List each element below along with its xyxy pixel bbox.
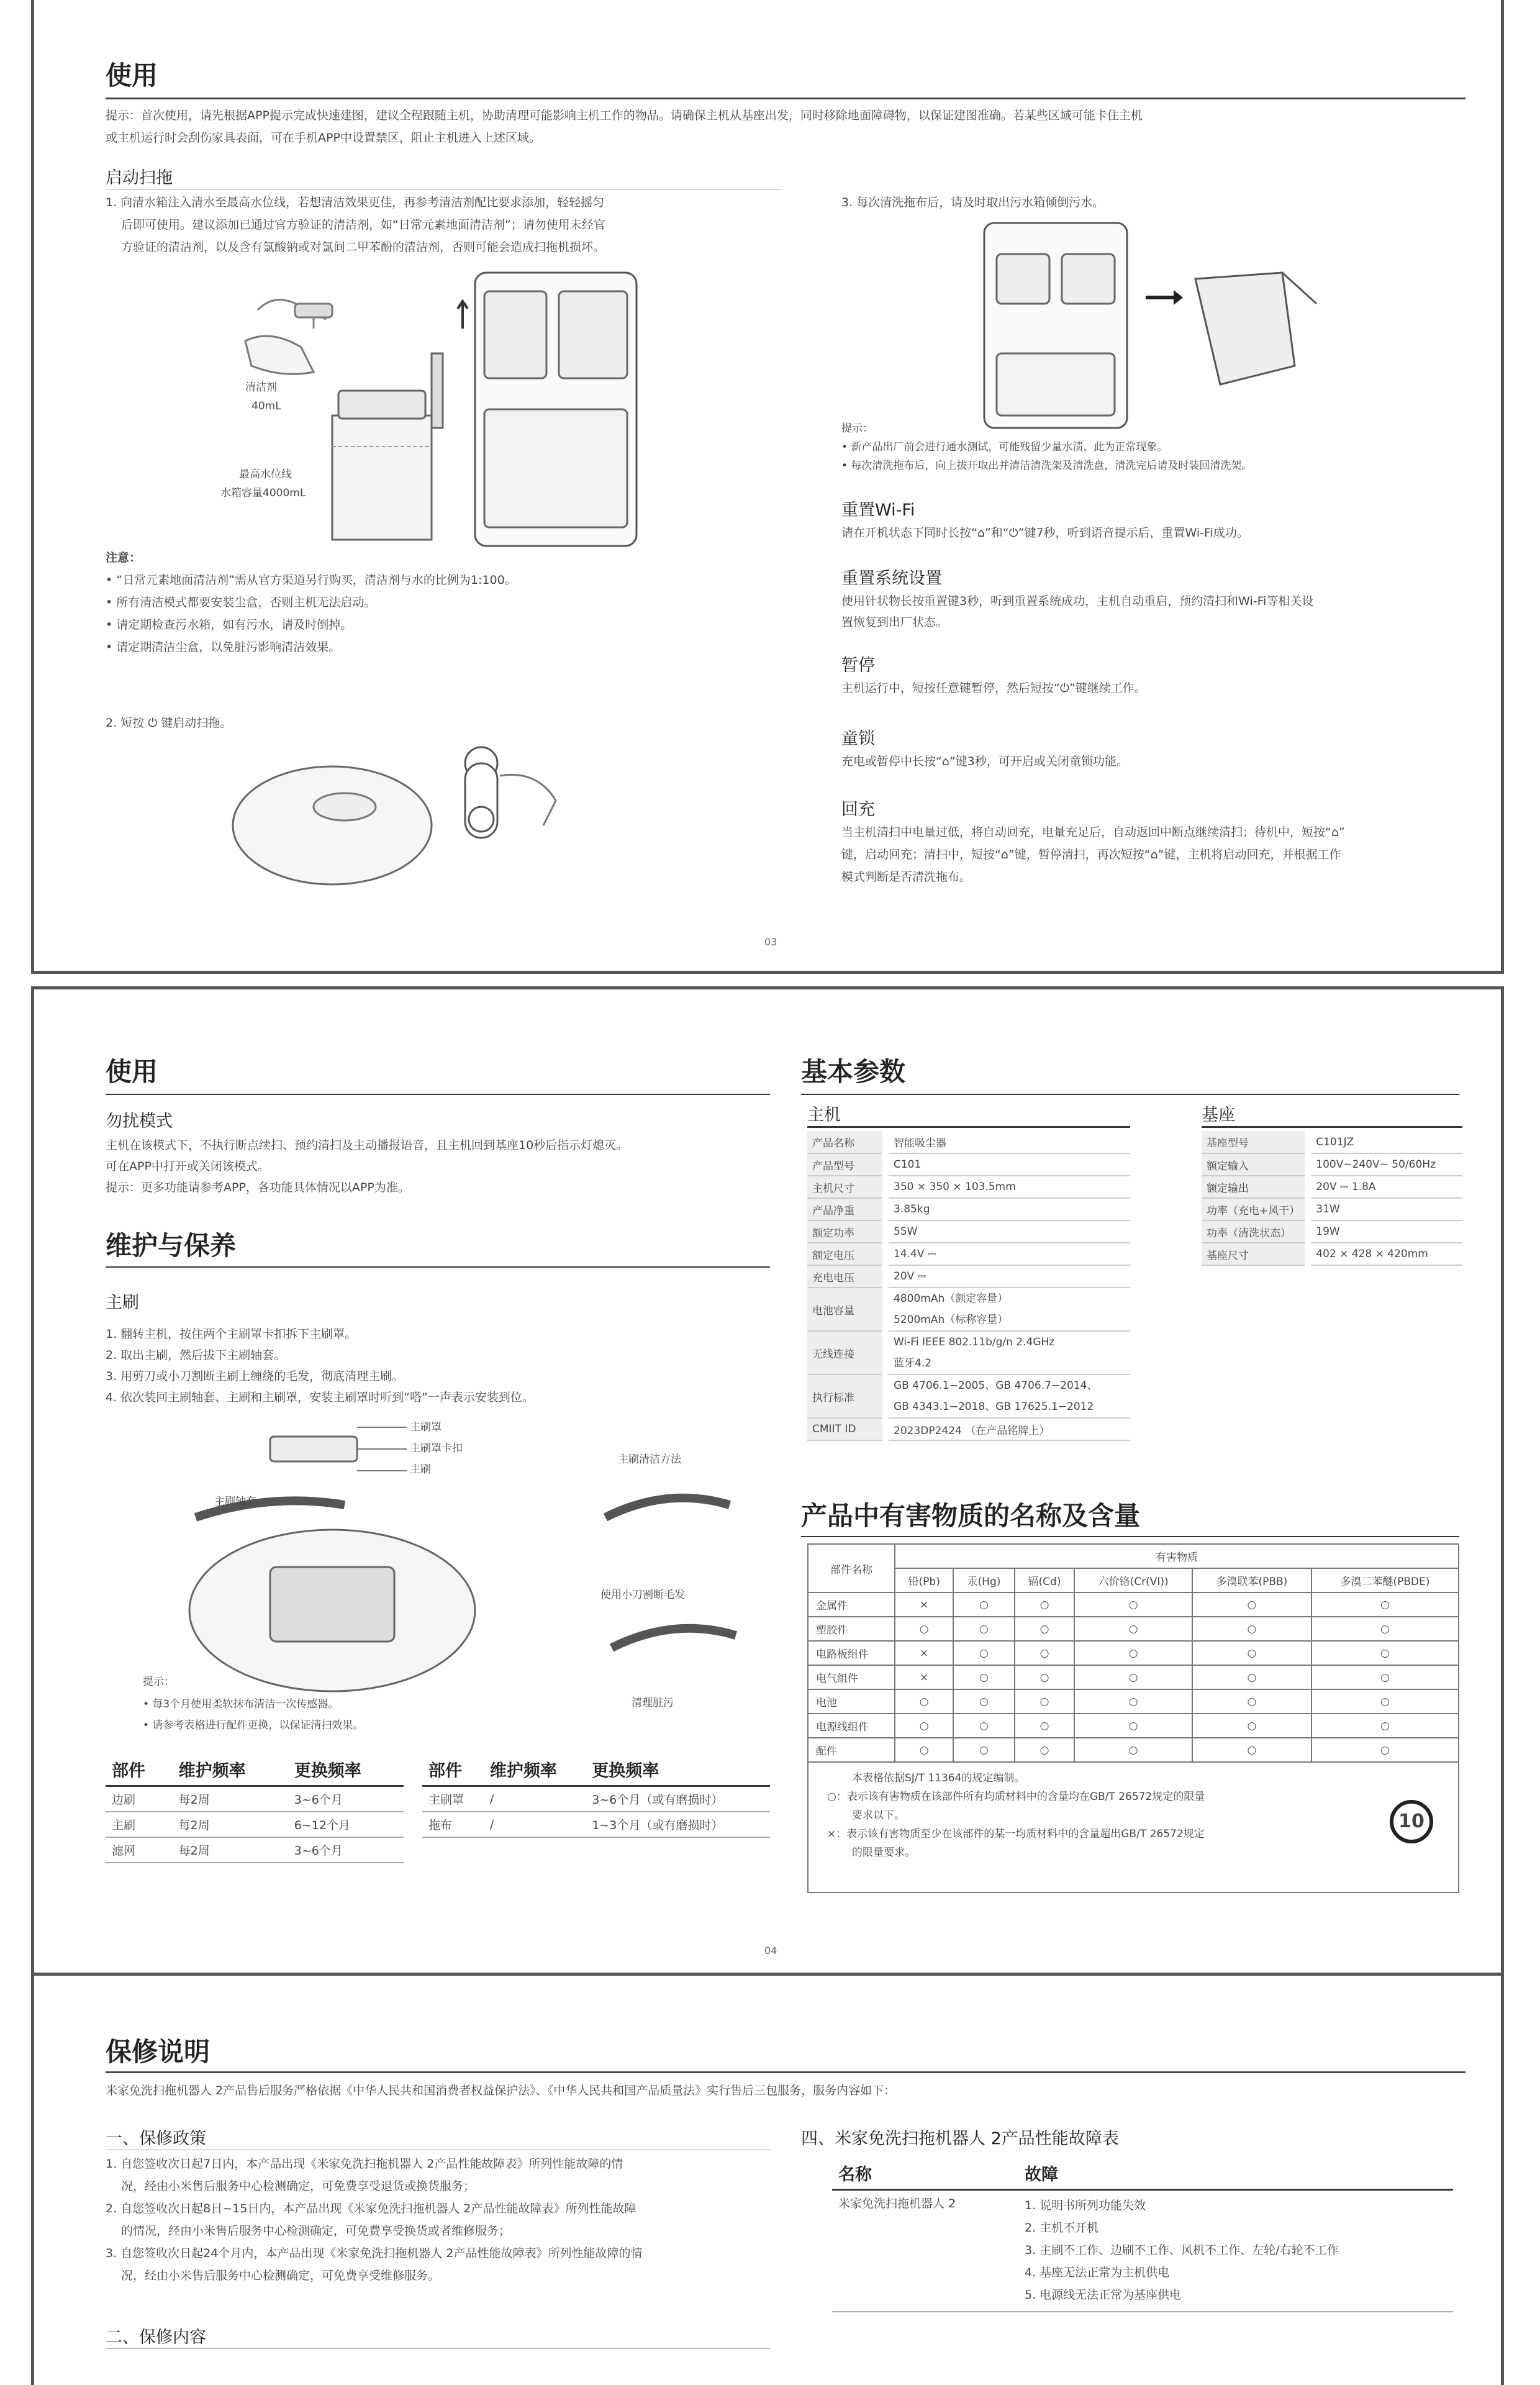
table-row: 塑胶件 ○ ○ ○ ○ ○ ○ [808, 1617, 1459, 1641]
table-row: 无线连接 Wi-Fi IEEE 802.11b/g/n 2.4GHz 蓝牙4.2 [807, 1331, 1130, 1374]
child-lock-heading: 童锁 [841, 729, 875, 748]
reset-wifi-heading: 重置Wi-Fi [841, 501, 915, 520]
dnd-line1: 主机在该模式下，不执行断点续扫、预约清扫及主动播报语音，且主机回到基座10秒后指示灯熄灭。 [106, 1138, 628, 1152]
child-lock-text: 充电或暂停中长按“⌂”键3秒，可开启或关闭童锁功能。 [841, 755, 1128, 768]
label-brush-cover: 主刷罩 [410, 1421, 442, 1433]
page-number: 03 [764, 936, 777, 948]
label-cut-hair: 使用小刀割断毛发 [600, 1589, 685, 1601]
fault-1: 1. 说明书所列功能失效 [1025, 2199, 1146, 2212]
maint-tip-heading: 提示： [143, 1676, 174, 1688]
table-row: 滤网 每2周 3~6个月 [106, 1837, 404, 1863]
dnd-line3: 提示：更多功能请参考APP，各功能具体情况以APP为准。 [106, 1181, 410, 1194]
fault-table-heading: 四、米家免洗扫拖机器人 2产品性能故障表 [801, 2129, 1119, 2148]
policy-line3: 2. 自您签收次日起8日~15日内，本产品出现《米家免洗扫拖机器人 2产品性能故障表》所列性能故障 [106, 2202, 636, 2215]
policy-heading: 一、保修政策 [106, 2129, 206, 2148]
note-1: • “日常元素地面清洁剂”需从官方渠道另行购买，清洁剂与水的比例为1:100。 [106, 573, 517, 587]
step3-text: 3. 每次清洗拖布后，请及时取出污水箱倾倒污水。 [841, 196, 1105, 209]
page-title: 使用 [106, 60, 158, 91]
reset-system-line1: 使用针状物长按重置键3秒，听到重置系统成功，主机自动重启，预约清扫和Wi-Fi等相关设 [841, 594, 1314, 608]
epup-logo: 10 [1390, 1800, 1433, 1843]
pause-text: 主机运行中，短按任意键暂停，然后短按“⏻”键继续工作。 [841, 681, 1146, 695]
note-3: • 请定期检查污水箱，如有污水，请及时倒掉。 [106, 618, 353, 632]
base-heading: 基座 [1202, 1106, 1235, 1125]
table-row: 电路板组件 × ○ ○ ○ ○ ○ [808, 1641, 1459, 1665]
hz-note-5: 的限量要求。 [852, 1847, 915, 1859]
content-heading: 二、保修内容 [106, 2328, 206, 2347]
page-number: 04 [764, 1945, 777, 1956]
warranty-intro: 米家免洗扫拖机器人 2产品售后服务严格依据《中华人民共和国消费者权益保护法》、《中华人民共和国产品质量法》实行售后三包服务，服务内容如下： [106, 2084, 896, 2097]
table-row: 基座型号 C101JZ [1202, 1131, 1462, 1153]
table-row: 电池容量 4800mAh（额定容量） 5200mAh（标称容量） [807, 1288, 1130, 1331]
label-brush-clip: 主刷罩卡扣 [410, 1442, 463, 1455]
host-heading: 主机 [807, 1106, 841, 1125]
table-row: 米家免洗扫拖机器人 2 1. 说明书所列功能失效 2. 主机不开机 3. 主刷不工作、边刷不工作、风机不工作、左轮/右轮不工作 4. 基座无法正常为主机供电 5. 电源线无法正常为基座供电 [832, 2190, 1453, 2310]
policy-line5: 3. 自您签收次日起24个月内，本产品出现《米家免洗扫拖机器人 2产品性能故障表》所列性能故障的情 [106, 2246, 643, 2260]
step1-line1: 1. 向清水箱注入清水至最高水位线，若想清洁效果更佳，再参考清洁剂配比要求添加，轻轻摇匀 [106, 196, 605, 209]
fault-3: 3. 主刷不工作、边刷不工作、风机不工作、左轮/右轮不工作 [1025, 2243, 1339, 2257]
table-row: 电源线组件 ○ ○ ○ ○ ○ ○ [808, 1714, 1459, 1738]
maintenance-table-left: 部件 维护频率 更换频率 边刷 每2周 3~6个月 主刷 每2周 6~12个月 滤网 每2周 3~6个月 [106, 1753, 404, 1863]
table-row: 边刷 每2周 3~6个月 [106, 1786, 404, 1812]
table-row: 充电电压 20V ⎓ [807, 1265, 1130, 1288]
label-detergent: 清洁剂 [245, 381, 277, 394]
table-row: 额定输入 100V~240V~ 50/60Hz [1202, 1153, 1462, 1176]
recharge-line1: 当主机清扫中电量过低，将自动回充，电量充足后，自动返回中断点继续清扫；待机中，短按“⌂” [841, 825, 1345, 839]
maint-tip-1: • 每3个月使用柔软抹布清洁一次传感器。 [143, 1698, 339, 1710]
brush-step1: 1. 翻转主机，按住两个主刷罩卡扣拆下主刷罩。 [106, 1327, 357, 1341]
label-brush: 主刷 [410, 1463, 431, 1476]
reset-system-line2: 置恢复到出厂状态。 [841, 616, 948, 629]
note-heading: 注意： [106, 551, 142, 565]
policy-line1: 1. 自您签收次日起7日内，本产品出现《米家免洗扫拖机器人 2产品性能故障表》所列性能故障的情 [106, 2157, 623, 2171]
fault-table: 名称 故障 米家免洗扫拖机器人 2 1. 说明书所列功能失效 2. 主机不开机 3. 主刷不工作、边刷不工作、风机不工作、左轮/右轮不工作 4. 基座无法正常为主机供电 5. 电源线无法正常为基座供电 [832, 2157, 1453, 2310]
dnd-line2: 可在APP中打开或关闭该模式。 [106, 1160, 270, 1173]
table-row: 配件 ○ ○ ○ ○ ○ ○ [808, 1738, 1459, 1762]
specs-title: 基本参数 [801, 1056, 906, 1087]
usage-title: 使用 [106, 1056, 158, 1087]
policy-line4: 的情况，经由小米售后服务中心检测确定，可免费享受换货或者维修服务； [121, 2224, 511, 2238]
label-cleaning-method: 主刷清洁方法 [618, 1453, 681, 1466]
recharge-line3: 模式判断是否清洗拖布。 [841, 870, 972, 884]
label-40ml: 40mL [251, 400, 281, 412]
hz-note-2: ○：表示该有害物质在该部件所有均质材料中的含量均在GB/T 26572规定的限量 [827, 1791, 1205, 1803]
table-row: 电气组件 × ○ ○ ○ ○ ○ [808, 1665, 1459, 1689]
intro-tip-line1: 提示：首次使用，请先根据APP提示完成快速建图，建议全程跟随主机，协助清理可能影响主机工作的物品。请确保主机从基座出发，同时移除地面障碍物，以保证建图准确。若某些区域可能卡住主机 [106, 109, 1143, 122]
step2-text: 2. 短按 ⏻ 键启动扫拖。 [106, 716, 232, 730]
table-row: 金属件 × ○ ○ ○ ○ ○ [808, 1592, 1459, 1617]
table-row: 执行标准 GB 4706.1−2005、GB 4706.7−2014、 GB 4343.1−2018、GB 17625.1−2012 [807, 1374, 1130, 1418]
label-clean-dirt: 清理脏污 [632, 1697, 674, 1709]
table-row: 额定输出 20V ⎓ 1.8A [1202, 1176, 1462, 1198]
hz-note-1: 本表格依据SJ/T 11364的规定编制。 [852, 1772, 1025, 1784]
robot-start-illustration [227, 738, 574, 900]
maintenance-table-right: 部件 维护频率 更换频率 主刷罩 / 3~6个月（或有磨损时） 拖布 / 1~3个月（或有磨损时） [422, 1753, 770, 1838]
label-max-water-line: 最高水位线 [239, 468, 292, 481]
label-tank-capacity: 水箱容量4000mL [220, 487, 306, 499]
tip-2: • 每次清洗拖布后，向上拔开取出并清洁清洗架及清洗盘，清洗完后请及时装回清洗架。 [841, 460, 1252, 472]
table-row: 功率（清洗状态） 19W [1202, 1220, 1462, 1243]
hazardous-title: 产品中有害物质的名称及含量 [801, 1501, 1141, 1531]
intro-tip-line2: 或主机运行时会刮伤家具表面，可在手机APP中设置禁区，阻止主机进入上述区域。 [106, 131, 541, 145]
table-row: CMIIT ID 2023DP2424 （在产品铭牌上） [807, 1418, 1130, 1440]
brush-cleaning-illustration [593, 1480, 754, 1685]
fault-4: 4. 基座无法正常为主机供电 [1025, 2266, 1170, 2279]
maint-tip-2: • 请参考表格进行配件更换，以保证清扫效果。 [143, 1719, 364, 1732]
hazardous-substance-table: 部件名称 有害物质 铅(Pb) 汞(Hg) 镉(Cd) 六价铬(Cr(VI)) 多溴联苯(PBB) 多溴二苯醚(PBDE) 金属件 × ○ ○ ○ ○ ○ 塑胶件 ○ ○ ○ ○ ○ ○ 电路板组件 × ○ ○ ○ ○ ○ 电气组件 × ○ ○ ○ ○ ○ 电池 ○ ○ ○ ○ ○ ○ 电源线组件 ○ ○ ○ ○ ○ ○ 配件 ○ ○ ○ ○ ○ ○ 本表格依据SJ/T 11364的规定编制。 ○：表示该有害物质在该部件所有均质材料中的含量均在GB/T 26572规定的限量 要求以下。 ×：表示该有害物质至少在该部件的某一均质材料中的含量超出GB/T 26572规定 的限量要求。 10 [807, 1543, 1459, 1893]
fault-5: 5. 电源线无法正常为基座供电 [1025, 2288, 1182, 2302]
dirty-tank-illustration [978, 217, 1326, 434]
policy-line6: 况，经由小米售后服务中心检测确定，可免费享受维修服务。 [121, 2269, 440, 2283]
policy-line2: 况，经由小米售后服务中心检测确定，可免费享受退货或换货服务； [121, 2179, 476, 2193]
recharge-line2: 键，启动回充；清扫中，短按“⌂”键，暂停清扫，再次短按“⌂”键，主机将启动回充，并根据工作 [841, 848, 1341, 861]
step1-line3: 方验证的清洁剂，以及含有氯酸钠或对氯间二甲苯酚的清洁剂，否则可能会造成扫拖机损坏。 [121, 240, 605, 254]
hz-note-3: 要求以下。 [852, 1809, 905, 1822]
label-brush-sleeve: 主刷轴套 [214, 1496, 256, 1508]
warranty-title: 保修说明 [106, 2037, 211, 2067]
tips-heading: 提示： [841, 422, 873, 435]
table-row: 产品名称 智能吸尘器 [807, 1131, 1130, 1153]
base-spec-table [1202, 1131, 1462, 1266]
brush-step3: 3. 用剪刀或小刀割断主刷上缠绕的毛发，彻底清理主刷。 [106, 1370, 404, 1383]
water-tank-illustration [220, 285, 469, 546]
table-row: 功率（充电+风干） 31W [1202, 1198, 1462, 1220]
step1-line2: 后即可使用。建议添加已通过官方验证的清洁剂，如“日常元素地面清洁剂”；请勿使用未经官 [121, 218, 605, 232]
table-row: 产品型号 C101 [807, 1153, 1130, 1176]
base-station-illustration [456, 266, 655, 558]
manual-page-03 [31, 0, 1504, 974]
manual-page-warranty [31, 1973, 1504, 2385]
hz-note-4: ×：表示该有害物质至少在该部件的某一均质材料中的含量超出GB/T 26572规定 [827, 1828, 1205, 1840]
start-cleaning-heading: 启动扫拖 [106, 168, 173, 188]
table-row: 产品净重 3.85kg [807, 1198, 1130, 1220]
note-2: • 所有清洁模式都要安装尘盒，否则主机无法启动。 [106, 596, 376, 609]
brush-step4: 4. 依次装回主刷轴套、主刷和主刷罩，安装主刷罩时听到“嗒”一声表示安装到位。 [106, 1391, 534, 1404]
reset-wifi-text: 请在开机状态下同时长按“⌂”和“⏻”键7秒，听到语音提示后，重置Wi-Fi成功。 [841, 526, 1249, 540]
recharge-heading: 回充 [841, 800, 875, 819]
table-row: 拖布 / 1~3个月（或有磨损时） [422, 1812, 770, 1837]
table-row: 主机尺寸 350 × 350 × 103.5mm [807, 1176, 1130, 1198]
main-brush-heading: 主刷 [106, 1293, 139, 1312]
table-row: 主刷罩 / 3~6个月（或有磨损时） [422, 1786, 770, 1812]
table-row: 主刷 每2周 6~12个月 [106, 1812, 404, 1837]
tip-1: • 新产品出厂前会进行通水测试，可能残留少量水渍，此为正常现象。 [841, 441, 1168, 453]
note-4: • 请定期清洁尘盒，以免脏污影响清洁效果。 [106, 640, 341, 654]
table-row: 基座尺寸 402 × 428 × 420mm [1202, 1243, 1462, 1265]
dnd-heading: 勿扰模式 [106, 1112, 173, 1131]
table-row: 额定功率 55W [807, 1220, 1130, 1243]
maintenance-title: 维护与保养 [106, 1230, 237, 1261]
manual-page-04 [31, 986, 1504, 1980]
fault-2: 2. 主机不开机 [1025, 2221, 1099, 2235]
pause-heading: 暂停 [841, 656, 875, 675]
table-row: 电池 ○ ○ ○ ○ ○ ○ [808, 1689, 1459, 1714]
reset-system-heading: 重置系统设置 [841, 569, 942, 588]
table-row: 额定电压 14.4V ⎓ [807, 1243, 1130, 1265]
host-spec-table [807, 1131, 1130, 1441]
brush-step2: 2. 取出主刷，然后拔下主刷轴套。 [106, 1348, 286, 1362]
